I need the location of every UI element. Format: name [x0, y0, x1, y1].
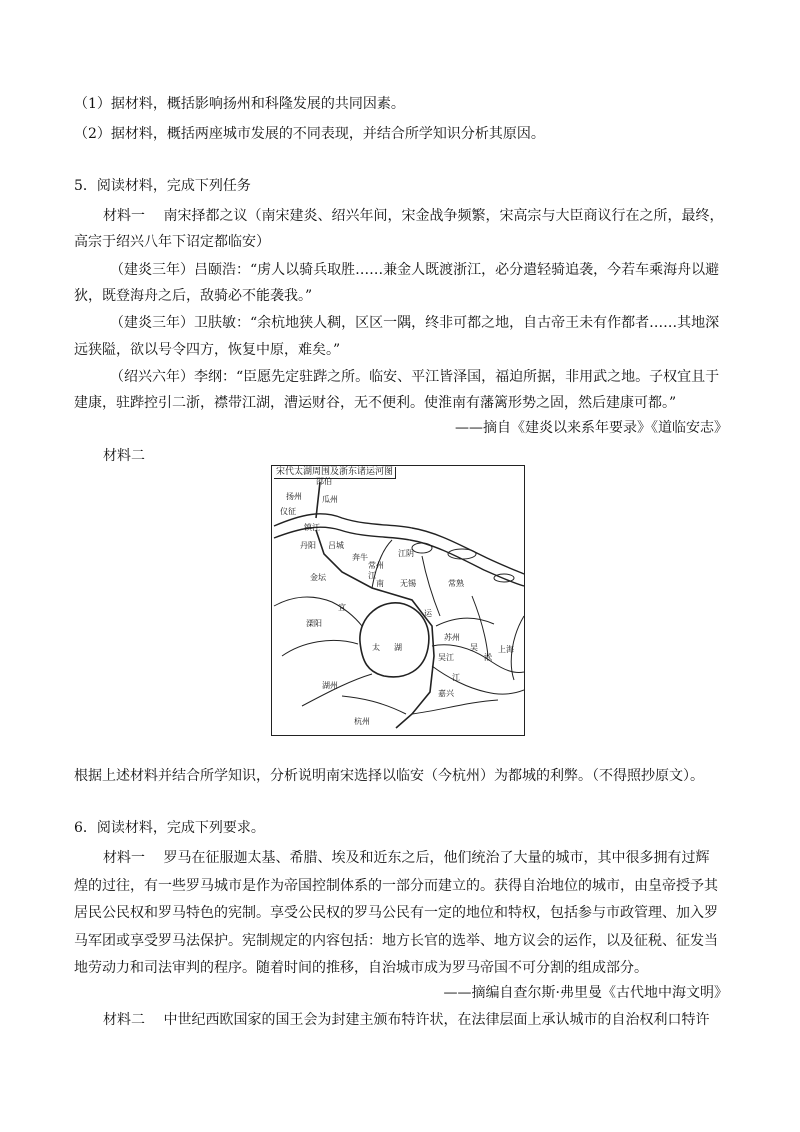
- q6-material1-line3: 居民公民权和罗马特色的宪制。享受公民权的罗马公民有一定的地位和特权，包括参与市政管理、加入罗: [74, 905, 718, 921]
- place-label: 湖州: [322, 681, 338, 690]
- canal-map-drawing: [272, 466, 524, 735]
- q6-heading: 6．阅读材料，完成下列要求。: [74, 820, 265, 836]
- place-label: 运: [424, 609, 432, 618]
- canal-map-figure: [271, 465, 525, 736]
- place-label: 邵伯: [316, 477, 332, 486]
- place-label: 仪征: [280, 507, 296, 516]
- q6-source: ——摘编自查尔斯·弗里曼《古代地中海文明》: [443, 985, 728, 1001]
- q5-lv-quote-line1: （建炎三年）吕颐浩：“虏人以骑兵取胜……兼金人既渡浙江，必分遣轻骑追袭，今若车乘海舟以避: [110, 262, 720, 278]
- place-label: 江: [368, 571, 376, 580]
- q4-sub1: （1）据材料，概括影响扬州和科隆发展的共同因素。: [74, 96, 405, 112]
- place-label: 杭州: [354, 717, 370, 726]
- place-label: 江: [452, 673, 460, 682]
- place-label: 瓜州: [322, 495, 338, 504]
- place-label: 扬州: [286, 492, 302, 501]
- island: [412, 543, 432, 553]
- q6-material2-line1: 材料二 中世纪西欧国家的国王会为封建主颁布特许状，在法律层面上承认城市的自治权利口特许: [103, 1012, 710, 1028]
- place-label: 吕城: [328, 541, 344, 550]
- place-label: 太: [372, 643, 380, 652]
- q5-material1-line2: 高宗于绍兴八年下诏定都临安）: [74, 234, 270, 250]
- q5-li-quote-line2: 建康，驻跸控引二浙，襟带江湖，漕运财谷，无不便利。使淮南有藩篱形势之固，然后建康可都。”: [74, 395, 677, 411]
- q5-wei-quote-line2: 远狭隘，欲以号令四方，恢复中原，难矣。”: [74, 342, 341, 358]
- q6-material1-line4: 马军团或享受罗马法保护。宪制规定的内容包括：地方长官的选举、地方议会的运作，以及征税、征发当: [74, 933, 718, 949]
- map-title: 宋代太湖周围及浙东诸运河图: [274, 467, 396, 479]
- place-label: 江阴: [398, 549, 414, 558]
- place-label: 无锡: [400, 579, 416, 588]
- place-label: 吴江: [438, 653, 454, 662]
- grand-canal: [316, 482, 434, 728]
- place-label: 宜: [338, 603, 346, 612]
- q5-heading: 5．阅读材料，完成下列任务: [74, 178, 251, 194]
- q5-question: 根据上述材料并结合所学知识，分析说明南宋选择以临安（今杭州）为都城的利弊。（不得照抄原文）。: [74, 768, 704, 784]
- q5-material1-line1: 材料一 南宋择都之议（南宋建炎、绍兴年间，宋金战争频繁，宋高宗与大臣商议行在之所，最终，: [103, 208, 724, 224]
- place-label: 溧阳: [306, 619, 322, 628]
- q5-lv-quote-line2: 狄，既登海舟之后，敌骑必不能袭我。”: [74, 288, 313, 304]
- q5-material2-label: 材料二: [103, 448, 145, 464]
- place-label: 南: [376, 579, 384, 588]
- place-label: 丹阳: [300, 541, 316, 550]
- q4-sub2: （2）据材料，概括两座城市发展的不同表现，并结合所学知识分析其原因。: [74, 126, 545, 142]
- place-label: 吴: [470, 643, 478, 652]
- place-label: 淞: [484, 653, 492, 662]
- q6-material1-line2: 煌的过往，有一些罗马城市是作为帝国控制体系的一部分而建立的。获得自治地位的城市，由皇帝授予其: [74, 878, 718, 894]
- place-label: 嘉兴: [438, 689, 454, 698]
- q6-material1-line1: 材料一 罗马在征服迦太基、希腊、埃及和近东之后，他们统治了大量的城市，其中很多拥有过辉: [103, 850, 710, 866]
- tai-lake: [360, 603, 429, 677]
- place-label: 镇江: [304, 523, 320, 532]
- place-label: 湖: [394, 643, 402, 652]
- q5-li-quote-line1: （绍兴六年）李纲：“臣愿先定驻跸之所。临安、平江皆泽国，福迫所据，非用武之地。子权宜且于: [110, 369, 720, 385]
- place-label: 苏州: [444, 633, 460, 642]
- place-label: 金坛: [310, 573, 326, 582]
- q6-material1-line5: 地劳动力和司法审判的程序。随着时间的推移，自治城市成为罗马帝国不可分割的组成部分。: [74, 960, 648, 976]
- q5-source: ——摘自《建炎以来系年要录》《道临安志》: [455, 420, 728, 436]
- place-label: 常州: [368, 561, 384, 570]
- place-label: 上海: [498, 645, 514, 654]
- place-label: 常熟: [448, 579, 464, 588]
- place-label: 奔牛: [352, 553, 368, 562]
- q5-wei-quote-line1: （建炎三年）卫肤敏：“余杭地狭人稠，区区一隅，终非可都之地，自古帝王未有作都者……其地深: [110, 315, 720, 331]
